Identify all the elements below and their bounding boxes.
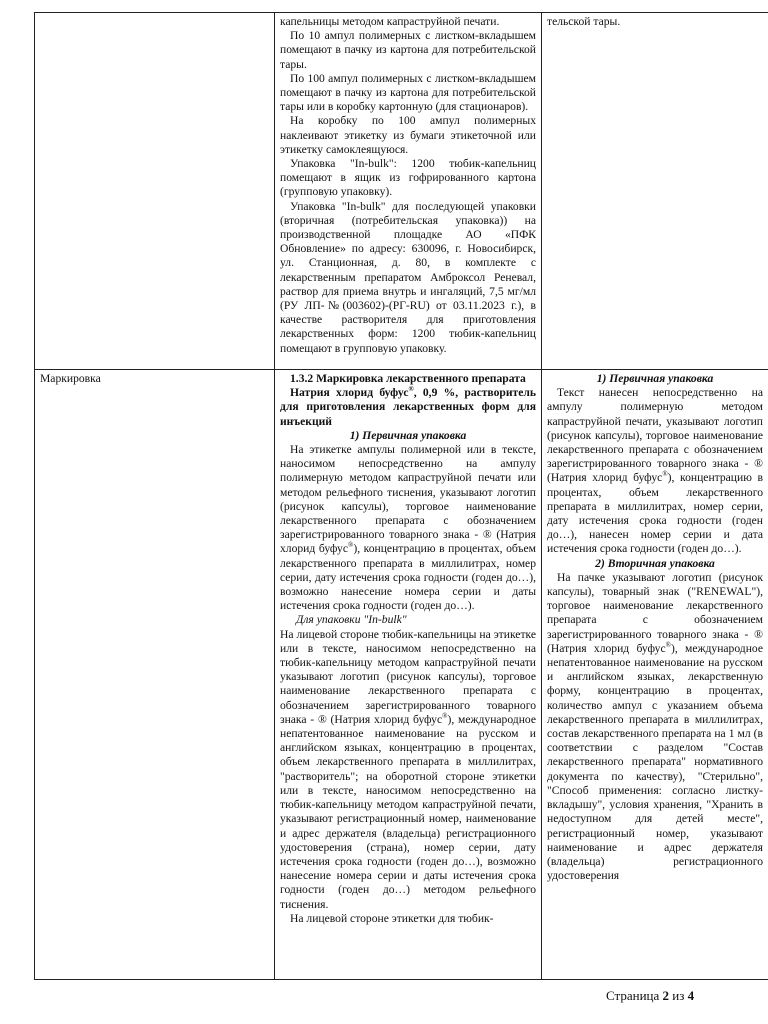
spec-table [34, 12, 768, 980]
registered-mark: ® [662, 470, 668, 479]
packaging-text-1: По 10 ампул полимерных с листком-вкладышем помещают в пачку из картона для потребительской тары. [280, 29, 536, 71]
packaging-text-0: капельницы методом капраструйной печати. [280, 15, 500, 28]
marking-label: Маркировка [40, 372, 101, 385]
product-name-line [280, 386, 536, 429]
table-row-marking [35, 370, 768, 980]
row1-col2-cell [275, 13, 542, 370]
bulk-text-a: На лицевой стороне тюбик-капельницы на этикетке или в тексте, наносимом непосредственно на тюбик-капельницу методом капраструйной печати указывают логотип (рисунок капсулы), торговое наименование лекарственного препарата с обозначением зарегистрированного товарного знака - ® (Натрия хлорид буфус [280, 627, 536, 726]
row2-col3-cell [542, 370, 768, 980]
packaging-col3-text: тельской тары. [547, 15, 621, 28]
col3-secondary-title: 2) Вторичная упаковка [595, 556, 715, 570]
col3-secondary-text-a: На пачке указывают логотип (рисунок капсулы), товарный знак ("RENEWAL"), торговое наименование лекарственного препарата с обозначением зарегистрированного товарного знака - ® (Натрия хлорид буфус [547, 570, 763, 655]
row1-label-cell [35, 13, 275, 370]
row2-col2-cell [275, 370, 542, 980]
primary-text-a: На этикетке ампулы полимерной или в тексте, наносимом непосредственно на ампулу полимерную методом капраструйной печати или методом рельефного тиснения, указывают логотип (рисунок капсулы), торговое наименование лекарственного препарата с обозначением зарегистрированного товарного знака - ® (Натрия хлорид буфус [280, 443, 536, 556]
bulk-text [280, 628, 536, 912]
row2-label-cell [35, 370, 275, 980]
bulk-text-b: ), международное непатентованное наименование на русском и английском языках, концентрацию в процентах, объем лекарственного препарата в миллилитрах, "растворитель"; на оборотной стороне этикетки или в тексте, наносимом непосредственно на тюбик-капельницу методом капраструйной печати, указывают регистрационный номер, наименование и адрес держателя (владельца) регистрационного удостоверения (страна), номер серии, дату истечения срока годности (годен до…), возможно нанесение номера серии и даты истечения срока годности (годен до…) методом рельефного тиснения. [280, 712, 536, 911]
col3-primary-text-b: ), концентрацию в процентах, объем лекарственного препарата в миллилитрах, номер серии, дату истечения срока годности (годен до…), нанесен номер серии и дата истечения срока годности (годен до…). [547, 471, 763, 556]
footer-current-page: 2 [662, 988, 670, 1003]
registered-mark: ® [665, 641, 671, 649]
footer-middle: из [669, 988, 688, 1003]
registered-mark: ® [408, 385, 414, 394]
table-row-packaging [35, 13, 768, 370]
col3-secondary-text [547, 571, 763, 883]
col3-secondary-text-b: ), международное непатентованное наименование на русском и английском языках, лекарственную форму, концентрацию в процентах, количество ампул с указанием объема лекарственного препарата в миллилитрах, состав лекарственного препарата на 1 мл (в соответствии с разделом "Состав лекарственного препарата" нормативного документа по качеству), "Стерильно", "Способ применения: согласно листку-вкладышу", условия хранения, "Хранить в недоступном для детей месте", регистрационный номер, указывают наименование и адрес держателя (владельца) регистрационного удостоверения [547, 641, 763, 883]
marking-heading: 1.3.2 Маркировка лекарственного препарата [290, 372, 526, 385]
row1-col3-cell [542, 13, 768, 370]
packaging-text-2: По 100 ампул полимерных с листком-вкладышем помещают в пачку из картона для потребительской тары или в коробку картонную (для стационаров). [280, 71, 536, 114]
col3-primary-text-a: Текст нанесен непосредственно на ампулу полимерную методом капраструйной печати, указывают логотип (рисунок капсулы), торговое наименование лекарственного препарата с обозначением зарегистрированного товарного знака - ® (Натрия хлорид буфус [547, 386, 763, 485]
col3-primary-text [547, 386, 763, 556]
page-footer [606, 988, 694, 1004]
product-name: Натрия хлорид буфус [290, 386, 409, 400]
registered-mark: ® [348, 541, 354, 550]
col3-primary-title: 1) Первичная упаковка [596, 372, 714, 385]
bulk-text-c: На лицевой стороне этикетки для тюбик- [290, 911, 494, 925]
bulk-title: Для упаковки "In-bulk" [296, 613, 407, 627]
product-rest: , 0,9 %, растворитель для приготовления лекарственных форм для инъекций [280, 386, 536, 428]
packaging-text-3: На коробку по 100 ампул полимерных наклеивают этикетку из бумаги этикеточной или этикетку самоклеящуюся. [280, 114, 536, 156]
packaging-text-4: Упаковка "In-bulk": 1200 тюбик-капельниц помещают в ящик из гофрированного картона (групповую упаковку). [280, 157, 536, 199]
primary-packaging-text [280, 443, 536, 613]
primary-text-b: ), концентрацию в процентах, объем лекарственного препарата в миллилитрах, номер серии, дату истечения срока годности (годен до…), возможно нанесение номера серии и даты истечения срока годности (годен до…). [280, 542, 537, 613]
footer-total-pages: 4 [687, 988, 695, 1003]
footer-prefix: Страница [606, 988, 663, 1003]
primary-packaging-title: 1) Первичная упаковка [349, 428, 467, 442]
registered-mark: ® [442, 712, 448, 721]
packaging-text-5: Упаковка "In-bulk" для последующей упаковки (вторичная (потребительская упаковка)) на производственной площадке АО «ПФК Обновление» по адресу: 630096, г. Новосибирск, ул. Станционная, д. 80, в комплекте с лекарственным препаратом Амброксол Реневал, раствор для приема внутрь и ингаляций, 7,5 мг/мл (РУ ЛП-№(003602)-(РГ-RU) от 03.11.2023 г.), в качестве растворителя для приготовления лекарственных форм: 1200 тюбик-капельниц помещают в групповую упаковку. [280, 199, 536, 355]
